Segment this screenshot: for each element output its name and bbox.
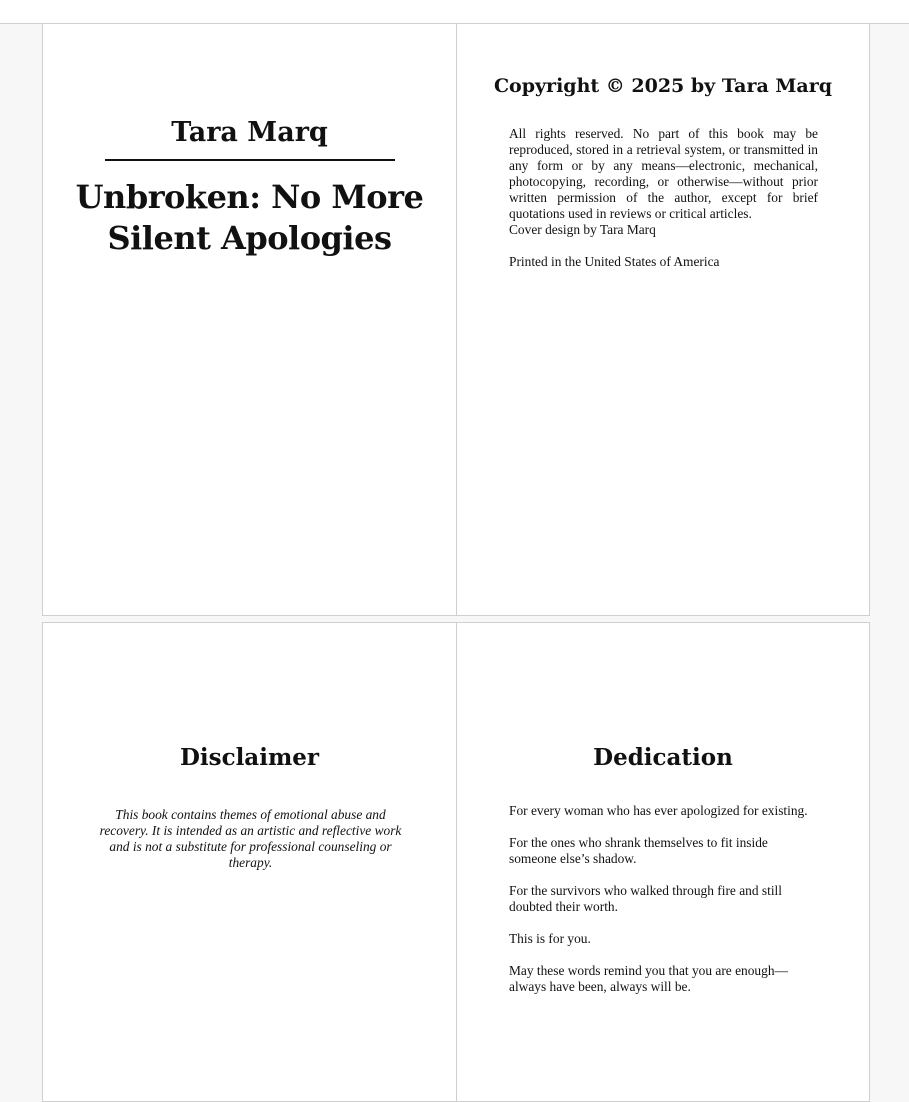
copyright-body	[509, 126, 818, 270]
book-title: Unbroken: No More Silent Apologies	[75, 178, 424, 257]
cover-credit: Cover design by Tara Marq	[509, 222, 656, 237]
dedication-heading: Dedication	[593, 744, 733, 771]
dedication-paragraph: For the ones who shrank themselves to fit inside someone else’s shadow.	[509, 835, 768, 866]
dedication-page	[456, 622, 870, 1102]
rights-text: All rights reserved. No part of this book may be reproduced, stored in a retrieval system, or transmitted in any form or by any means—electronic, mechanical, photocopying, recording, or otherwise—without prior written permission of the author, except for brief quotations used in reviews or critical articles.	[509, 126, 818, 221]
dedication-paragraph: For every woman who has ever apologized for existing.	[509, 803, 808, 818]
disclaimer-page	[42, 622, 457, 1102]
dedication-paragraph: May these words remind you that you are enough—always have been, always will be.	[509, 963, 788, 994]
title-page	[42, 23, 457, 616]
disclaimer-heading: Disclaimer	[179, 744, 320, 771]
top-toolbar	[0, 0, 909, 24]
printed-in: Printed in the United States of America	[509, 254, 720, 269]
dedication-body	[509, 803, 809, 995]
dedication-paragraph: For the survivors who walked through fire and still doubted their worth.	[509, 883, 782, 914]
disclaimer-text: This book contains themes of emotional abuse and recovery. It is intended as an artistic and reflective work and is not a substitute for professional counseling or therapy.	[99, 807, 402, 870]
copyright-heading: Copyright © 2025 by Tara Marq	[493, 75, 833, 97]
author-name: Tara Marq	[171, 117, 328, 148]
copyright-page	[456, 23, 870, 616]
title-divider	[105, 159, 395, 161]
dedication-paragraph: This is for you.	[509, 931, 591, 946]
